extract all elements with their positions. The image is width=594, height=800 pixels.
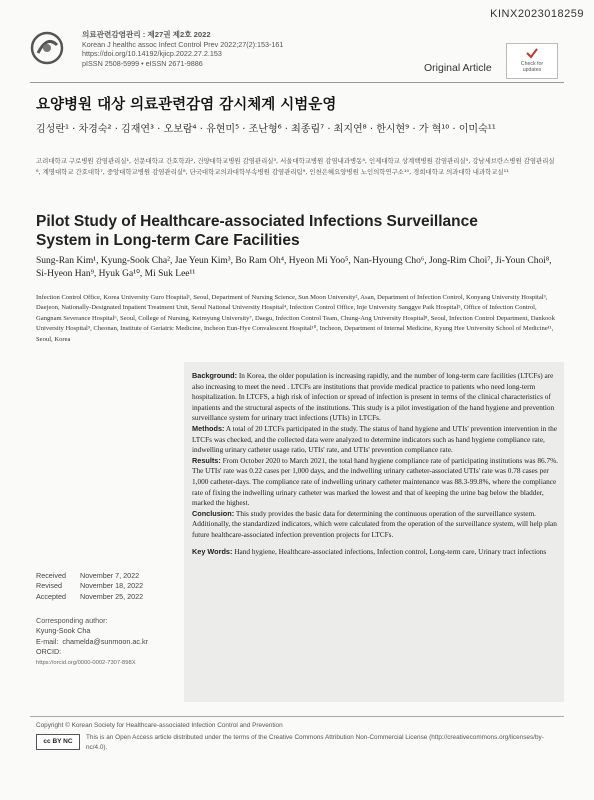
- title-english-line-2: System in Long-term Care Facilities: [36, 232, 300, 249]
- revised-date: November 18, 2022: [80, 581, 144, 591]
- header-divider: [30, 82, 564, 83]
- affiliations-english: Infection Control Office, Korea University Guro Hospital¹, Seoul, Department of Nursing Science, Sun Moon University², Asan, Department of Infection Control, Konyang University Hospital³, Daejeon, Nationally-Designated Inpatient Treatment Unit, Seoul National University Hospital⁴, Infection Control Office, Inje University Sanggye Paik Hospital⁵, Office of Infection Control, Gangnam Severance Hospital⁶, Seoul, College of Nursing, Keimyung University⁷, Daegu, Infection Control Team, Chung-Ang University Hospital⁸, Seoul, Infection Control Department, Dankook University Hospital⁹, Cheonan, Institute of Geriatric Medicine, Incheon Eun-Hye Convalescent Hospital¹⁰, Incheon, Department of Internal Medicine, Kyung Hee University School of Medicine¹¹, Seoul, Korea: [36, 294, 555, 343]
- corresponding-author-label: Corresponding author:: [36, 616, 108, 625]
- background-label: Background:: [192, 371, 237, 380]
- keywords-label: Key Words:: [192, 546, 233, 556]
- license-text: This is an Open Access article distributed under the terms of the Creative Commons Attribution Non-Commercial License (http://creativecommons.org/licenses/by-nc/4.0).: [86, 734, 544, 751]
- background-text: In Korea, the older population is increasing rapidly, and the number of long-term care facilities (LTCFs) are also increasing to meet the need . LTCFs are institutions that provide medical practice to patients who need long-term hospitalization. In LTCFS, a high risk of infection or spread of infection is present in terms of the clinical characteristics of inpatients and the structural aspects of the institutions. This study is a pilot investigation of the hand hygiene and prevention surveillance system for urinary tract infections (UTIs) in LTCFs.: [192, 371, 555, 423]
- journal-header: [82, 30, 283, 68]
- correspondence: [36, 616, 148, 668]
- article-type: Original Article: [424, 62, 492, 74]
- received-date: November 7, 2022: [80, 571, 140, 580]
- methods-text: A total of 20 LTCFs participated in the study. The status of hand hygiene and UTIs' prevention intervention in the LTCFs was checked, and the collected data were analyzed to determine indicators such as hand hygiene compliance rate, indwelling urinary catheter usage ratio, UTIs' rate, and UTIs' prevention compliance rate.: [192, 423, 558, 455]
- corresponding-author-name: Kyung-Sook Cha: [36, 626, 91, 636]
- abstract-results: [192, 456, 558, 509]
- check-updates-label-1: Check for: [520, 61, 544, 67]
- title-english-line-1: Pilot Study of Healthcare-associated Infections Surveillance: [36, 213, 478, 230]
- journal-logo-icon: [30, 31, 64, 65]
- revised-row: [36, 581, 143, 591]
- email-label: E-mail:: [36, 636, 59, 646]
- authors-korean: 김성란¹ · 차경숙² · 김재연³ · 오보람⁴ · 유현미⁵ · 조난형⁶ · 최종림⁷ · 최지연⁸ · 한시현⁹ · 가 혁¹⁰ · 이미숙¹¹: [36, 124, 496, 135]
- cc-license-badge[interactable]: cc BY NC: [36, 734, 80, 750]
- email-row: [36, 637, 148, 647]
- check-updates-label-2: updates: [522, 67, 542, 73]
- abstract: [192, 371, 558, 557]
- results-label: Results:: [192, 455, 221, 465]
- article-dates: [36, 571, 143, 602]
- title-korean: 요양병원 대상 의료관련감염 감시체계 시범운영: [36, 97, 337, 113]
- citation: Korean J healthc assoc Infect Control Prev 2022;27(2):153-161: [82, 39, 284, 49]
- keywords-text: Hand hygiene, Healthcare-associated infections, Infection control, Long-term care, Urinary tract infections: [234, 546, 547, 556]
- email-link[interactable]: chamelda@sunmoon.ac.kr: [62, 636, 148, 646]
- received-row: [36, 571, 143, 581]
- abstract-keywords: [192, 547, 558, 558]
- check-updates-button[interactable]: [506, 43, 558, 79]
- methods-label: Methods:: [192, 423, 225, 433]
- results-text: From October 2020 to March 2021, the total hand hygiene compliance rate of participating institutions was 86.7%. The UTIs' rate was 0.22 cases per 1,000 days, and the indwelling urinary catheter-associated UTIs' rate was 0.78 cases per 1,000 catheter-days. The compliance rate of indwelling urinary catheter maintenance was 88.3-99.8%, where the compliance rate of fixing the indwelling urinary catheter was marked the lowest and that of keeping the urine bag below the bladder, marked the highest.: [192, 455, 559, 508]
- received-label: Received: [36, 571, 66, 580]
- orcid-label: ORCID:: [36, 647, 62, 657]
- abstract-conclusion: [192, 509, 558, 541]
- accepted-date: November 25, 2022: [80, 591, 144, 601]
- affiliations-korean: 고려대학교 구로병원 감염관리실¹, 선문대학교 간호학과², 건양대학교병원 감염관리실³, 서울대학교병원 감염내과병동⁴, 인제대학교 상계백병원 감염관리실⁵, 강남세브란스병원 감염관리실⁶, 계명대학교 간호대학⁷, 중앙대학교병원 감염관리실⁸, 단국대학교의과대학부속병원 감염관리팀⁹, 인천은혜요양병원 노인의학연구소¹⁰, 경희대학교 의과대학 내과학교실¹¹: [36, 157, 555, 176]
- footer-divider: [30, 716, 564, 717]
- copyright: Copyright © Korean Society for Healthcare-associated Infection Control and Prevention: [36, 722, 283, 729]
- journal-korean-name: 의료관련감염관리 : 제27권 제2호 2022: [82, 30, 211, 39]
- check-updates-icon: [525, 47, 539, 59]
- accepted-row: [36, 592, 143, 602]
- authors-english: Sung-Ran Kim¹, Kyung-Sook Cha², Jae Yeun Kim³, Bo Ram Oh⁴, Hyeon Mi Yoo⁵, Nan-Hyoung Cho⁶, Jong-Rim Choi⁷, Ji-Youn Choi⁸, Si-Hyeon Han⁹, Hyuk Ga¹⁰, Mi Suk Lee¹¹: [36, 256, 552, 279]
- conclusion-label: Conclusion:: [192, 508, 235, 518]
- kinx-id: KINX2023018259: [490, 8, 584, 20]
- abstract-methods: [192, 424, 558, 456]
- abstract-background: [192, 371, 558, 424]
- accepted-label: Accepted: [36, 591, 66, 601]
- title-english: [36, 212, 556, 250]
- issn: pISSN 2508-5999 • eISSN 2671-9886: [82, 58, 203, 68]
- revised-label: Revised: [36, 581, 62, 591]
- doi-link[interactable]: https://doi.org/10.14192/kjicp.2022.27.2.153: [82, 49, 222, 59]
- orcid-link[interactable]: https://orcid.org/0000-0002-7307-898X: [36, 659, 136, 666]
- conclusion-text: This study provides the basic data for determining the continuous operation of the surveillance system. Additionally, the standardized indicators, which were calculated from the operation of the surveillance system, will help plan future healthcare-associated infection prevention projects for LTCFs.: [192, 508, 557, 539]
